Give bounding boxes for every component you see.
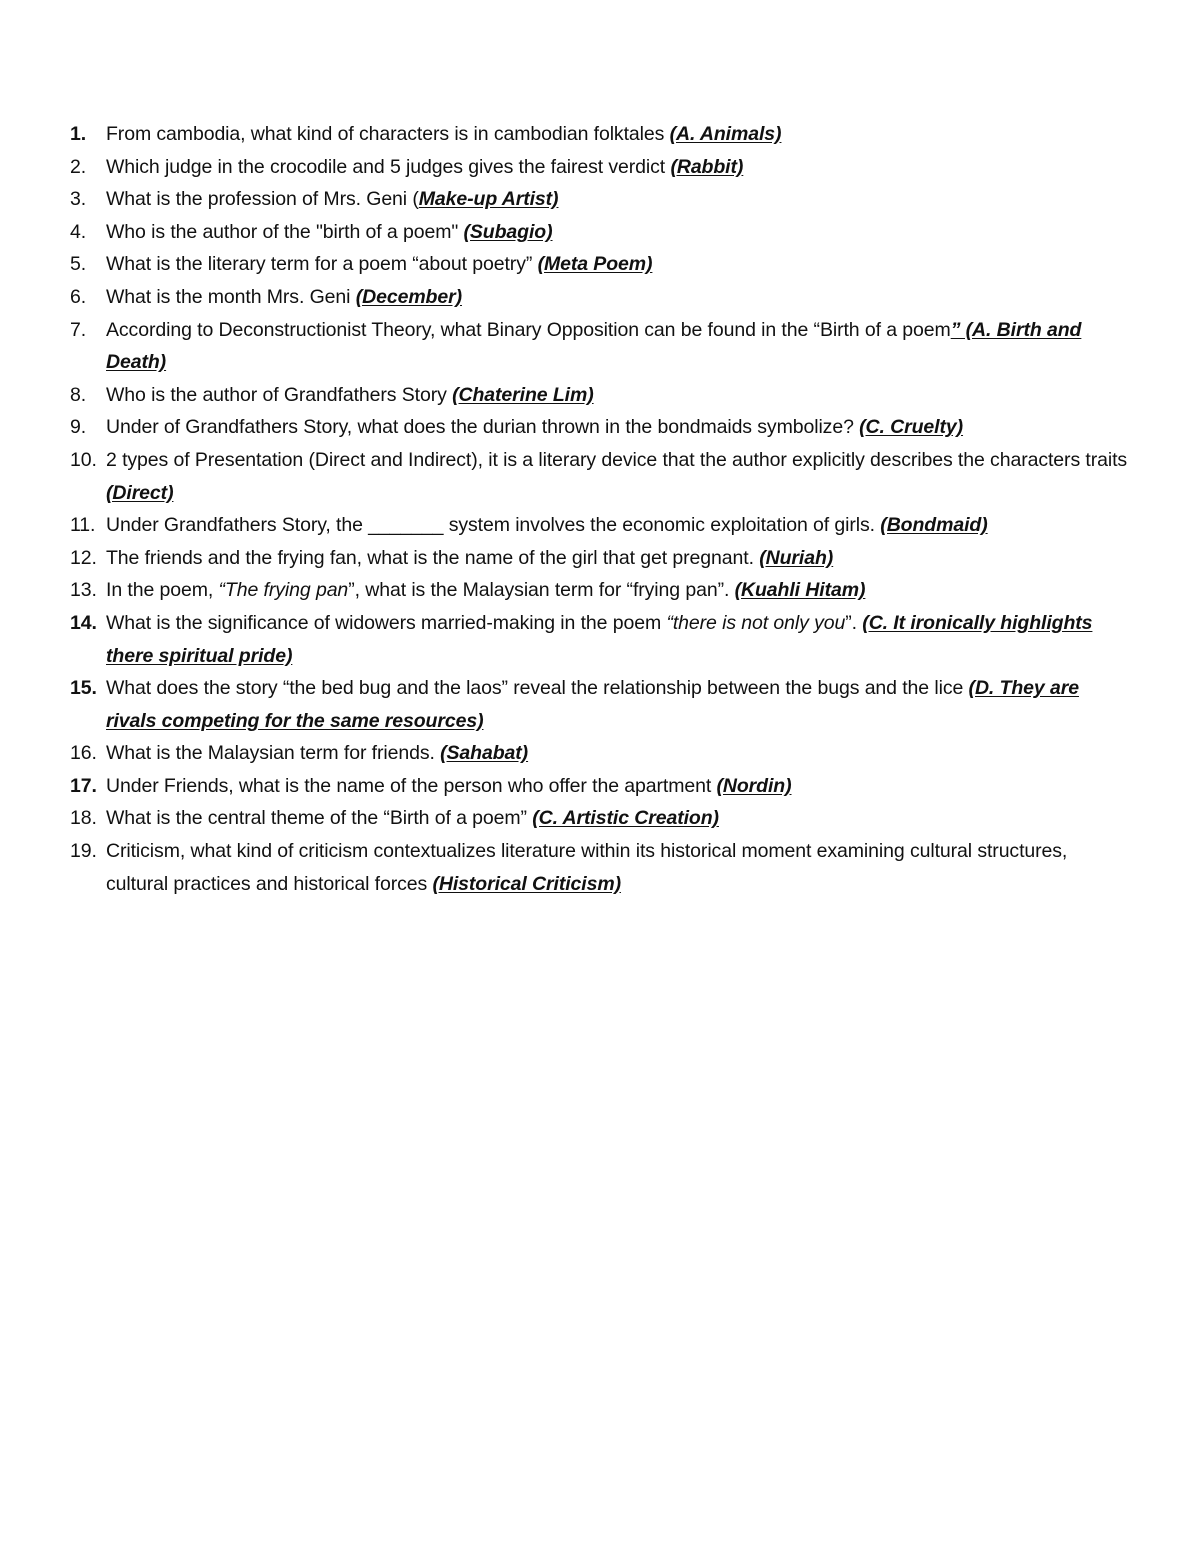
question-number: 17. [70, 774, 97, 797]
question-text: Under Friends, what is the name of the person who offer the apartment [106, 774, 717, 797]
question-text: Under of Grandfathers Story, what does the durian thrown in the bondmaids symbolize? [106, 416, 860, 439]
answer-text: (Subagio) [463, 220, 553, 243]
question-item [70, 770, 1130, 803]
question-number: 4. [70, 220, 87, 243]
question-text: Who is the author of Grandfathers Story [106, 383, 453, 406]
question-text: According to Deconstructionist Theory, what Binary Opposition can be found in the “Birth of a poem [106, 318, 951, 341]
question-number: 16. [70, 742, 97, 765]
question-text: Under Grandfathers Story, the _______ system involves the economic exploitation of girls. [106, 514, 881, 537]
question-item [70, 607, 1130, 672]
question-number: 15. [70, 677, 97, 700]
question-item [70, 802, 1130, 835]
question-text: What is the significance of widowers married-making in the poem [106, 611, 667, 634]
answer-text: (D. They are rivals competing for the same resources) [106, 677, 1079, 732]
question-item [70, 737, 1130, 770]
question-item [70, 542, 1130, 575]
question-text: From cambodia, what kind of characters is in cambodian folktales [106, 123, 670, 145]
answer-text: (C. It ironically highlights there spiritual pride) [106, 611, 1093, 667]
answer-text: (December) [355, 285, 462, 308]
quoted-title: “there is not only you [666, 611, 846, 634]
question-list [70, 118, 1130, 900]
question-item [70, 118, 1130, 151]
answer-text: (Bondmaid) [880, 514, 988, 537]
question-text: Who is the author of the "birth of a poem" [106, 220, 464, 243]
question-item [70, 379, 1130, 412]
question-item [70, 672, 1130, 737]
question-item [70, 835, 1130, 900]
question-number: 11. [70, 514, 96, 537]
answer-text: (C. Artistic Creation) [532, 807, 719, 830]
question-item [70, 444, 1130, 509]
question-text: ”, what is the Malaysian term for “frying pan”. [348, 579, 735, 602]
question-item [70, 151, 1130, 184]
question-text: What is the Malaysian term for friends. [106, 742, 441, 765]
question-number: 18. [70, 807, 97, 830]
question-number: 1. [70, 123, 87, 145]
question-number: 5. [70, 253, 87, 276]
question-item [70, 411, 1130, 444]
question-number: 9. [70, 416, 87, 439]
answer-text: (Nordin) [716, 774, 792, 797]
quoted-title: “The frying pan [218, 579, 349, 602]
question-number: 7. [70, 318, 87, 341]
question-number: 19. [70, 840, 97, 863]
question-text: What does the story “the bed bug and the laos” reveal the relationship between the bugs and the lice [106, 677, 969, 700]
question-item [70, 183, 1130, 216]
answer-text: (Sahabat) [440, 742, 529, 765]
question-text: Which judge in the crocodile and 5 judges gives the fairest verdict [106, 155, 671, 178]
question-text: In the poem, [106, 579, 219, 602]
question-number: 6. [70, 285, 87, 308]
question-text: What is the literary term for a poem “about poetry” [106, 253, 538, 276]
question-text: What is the central theme of the “Birth of a poem” [106, 807, 533, 830]
question-item [70, 248, 1130, 281]
question-item [70, 281, 1130, 314]
answer-text: ” (A. Birth and Death) [106, 318, 1082, 374]
question-text: Criticism, what kind of criticism contextualizes literature within its historical moment examining cultural structures, cultural practices and historical forces [106, 840, 1068, 895]
answer-text: (C. Cruelty) [859, 416, 964, 439]
answer-text: (Meta Poem) [537, 253, 653, 276]
question-number: 14. [70, 611, 97, 634]
answer-text: Make-up Artist) [418, 188, 559, 211]
question-text: What is the month Mrs. Geni [106, 285, 356, 308]
answer-text: (Kuahli Hitam) [734, 579, 866, 602]
answer-text: (Direct) [106, 481, 174, 504]
question-text: The friends and the frying fan, what is the name of the girl that get pregnant. [106, 546, 760, 569]
question-number: 8. [70, 383, 87, 406]
question-item [70, 314, 1130, 379]
question-item [70, 216, 1130, 249]
answer-text: (Historical Criticism) [432, 872, 621, 895]
question-item [70, 509, 1130, 542]
answer-text: (Rabbit) [670, 155, 744, 178]
question-number: 2. [70, 155, 87, 178]
question-number: 3. [70, 188, 87, 211]
question-number: 12. [70, 546, 97, 569]
question-text: 2 types of Presentation (Direct and Indirect), it is a literary device that the author explicitly describes the characters traits [106, 448, 1128, 471]
answer-text: (Nuriah) [759, 546, 834, 569]
question-item [70, 574, 1130, 607]
question-number: 10. [70, 448, 97, 471]
question-text: What is the profession of Mrs. Geni ( [106, 188, 419, 211]
question-text: ”. [845, 611, 863, 634]
answer-text: (Chaterine Lim) [452, 383, 594, 406]
question-number: 13. [70, 579, 97, 602]
answer-text: (A. Animals) [669, 123, 782, 145]
